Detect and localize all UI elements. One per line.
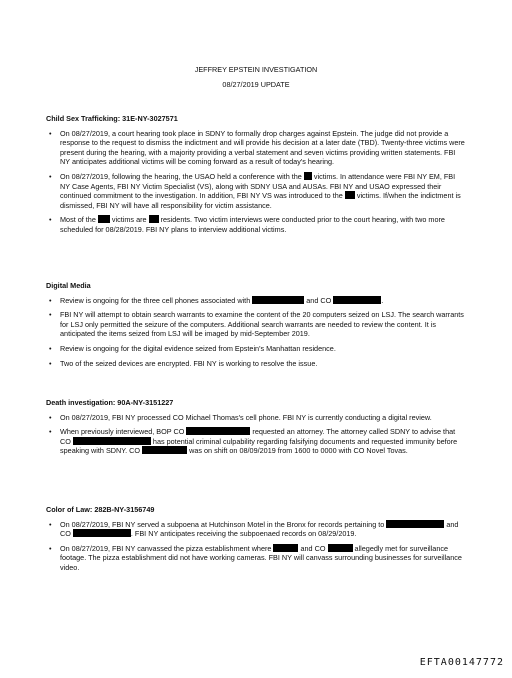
redaction-block: [304, 172, 312, 180]
section-heading: Color of Law: 282B-NY-3156749: [46, 505, 155, 514]
redaction-block: [345, 191, 355, 199]
list-item: • FBI NY will attempt to obtain search warrants to examine the content of the 20 computers seized on LSJ. The search warrants for LSJ only permitted the seizure of the computers. Additional search warrants are needed to review the content. It is anticipated the items seized from LSJ will be imaged by mid-September 2019.: [46, 310, 466, 339]
bullet-list: [46, 129, 466, 235]
redaction-block: [73, 437, 151, 445]
list-item: • On 08/27/2019, a court hearing took place in SDNY to formally drop charges against Epstein. The judge did not provide a response to the request to dismiss the indictment and will provide his decision at a later date (TBD). Twenty-three victims were present during the hearing, with a majority providing a verbal statement and seven victims providing written statements. FBI NY anticipates additional victims will be coming forward as a result of today's hearing.: [46, 129, 466, 167]
section-heading: Death investigation: 90A-NY-3151227: [46, 398, 174, 407]
list-item: • Review is ongoing for the digital evidence seized from Epstein's Manhattan residence.: [46, 344, 466, 354]
redaction-block: [186, 427, 250, 435]
redaction-block: [328, 544, 353, 552]
section-digital-media: [46, 281, 466, 373]
redaction-block: [252, 296, 304, 304]
section-heading: Child Sex Trafficking: 31E-NY-3027571: [46, 114, 178, 123]
list-item: • When previously interviewed, BOP CO requested an attorney. The attorney called SDNY to advise that CO has potential criminal culpability regarding falsifying documents and requested immunity before speaking with SDNY. CO was on shift on 08/09/2019 from 1600 to 0000 with CO Novel Tovas.: [46, 427, 466, 456]
redaction-block: [73, 529, 131, 537]
section-color-of-law: [46, 505, 466, 578]
section-death-investigation: [46, 398, 466, 461]
section-heading: Digital Media: [46, 281, 91, 290]
bullet-list: [46, 520, 466, 573]
bullet-list: [46, 296, 466, 369]
redaction-block: [333, 296, 381, 304]
redaction-block: [98, 215, 110, 223]
list-item: • Two of the seized devices are encrypted. FBI NY is working to resolve the issue.: [46, 359, 466, 369]
section-child-sex-trafficking: [46, 114, 466, 240]
redaction-block: [273, 544, 298, 552]
list-item: • On 08/27/2019, FBI NY processed CO Michael Thomas's cell phone. FBI NY is currently conducting a digital review.: [46, 413, 466, 423]
list-item: • On 08/27/2019, FBI NY canvassed the pizza establishment where and CO allegedly met for surveillance footage. The pizza establishment did not have working cameras. FBI NY will canvass surrounding businesses for surveillance video.: [46, 544, 466, 573]
document-title: JEFFREY EPSTEIN INVESTIGATION: [194, 65, 318, 74]
list-item: • Most of the victims are residents. Two victim interviews were conducted prior to the court hearing, with two more scheduled for 08/28/2019. FBI NY plans to interview additional victims.: [46, 215, 466, 234]
redaction-block: [149, 215, 159, 223]
bates-number: EFTA00147772: [419, 657, 504, 668]
list-item: • On 08/27/2019, following the hearing, the USAO held a conference with the victims. In attendance were FBI NY EM, FBI NY Case Agents, FBI NY Victim Specialist (VS), along with SDNY USA and AUSAs. FBI NY and USAO expressed their continued commitment to the investigation. In addition, FBI NY VS was introduced to the victims. If/when the indictment is dismissed, FBI NY will have all responsibility for victim assistance.: [46, 172, 466, 210]
bullet-list: [46, 413, 466, 456]
list-item: • Review is ongoing for the three cell phones associated with and CO .: [46, 296, 466, 306]
document-date: 08/27/2019 UPDATE: [222, 80, 290, 89]
redaction-block: [142, 446, 187, 454]
list-item: • On 08/27/2019, FBI NY served a subpoena at Hutchinson Motel in the Bronx for records pertaining to and CO . FBI NY anticipates receiving the subpoenaed records on 08/29/2019.: [46, 520, 466, 539]
redaction-block: [386, 520, 444, 528]
